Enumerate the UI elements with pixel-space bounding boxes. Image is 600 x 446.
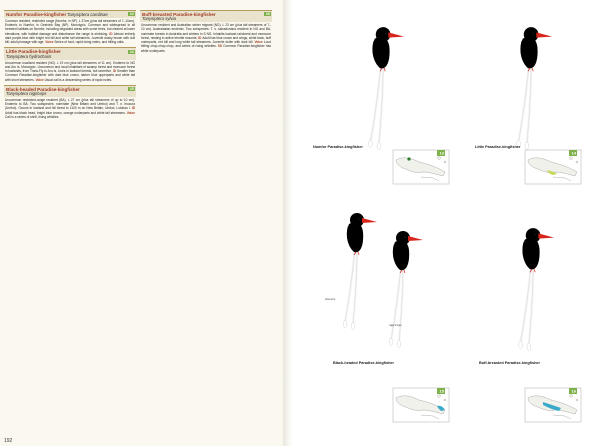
description-text: L 27 cm (plus tail streamers of up to 10 cm). Endemic to BA. Two subspecies: nominate (New Britain and Umboi) and T. n. leucura (Umboi). Occurs in lowland and hill forest to 1100 m on New Britain, Umboi, Lolobau I.: [5, 97, 135, 111]
section-text: Common Paradise-kingfisher has white underparts.: [141, 44, 272, 53]
plate-label-numfor: Numfor Paradise-kingfisher: [313, 145, 363, 149]
map-number: 15: [439, 388, 444, 394]
species-number-badge: 13: [129, 12, 134, 17]
plate-label-black-headed: Black-headed Paradise-kingfisher: [333, 361, 394, 365]
section-text: Adult has black head, bright blue crown, orange underparts and white tail streamers.: [5, 110, 127, 115]
species-header: [140, 10, 272, 22]
range-map-black-headed: [393, 388, 449, 422]
species-text: [140, 22, 272, 56]
map-number: 13: [439, 150, 444, 156]
little-bird-illustration: [517, 27, 552, 149]
species-number-badge: 15: [129, 87, 134, 91]
section-text: Call is a series of shrill, rising whistles.: [5, 114, 60, 119]
description-text: L 19 cm (plus tail streamers of 11 cm). Endemic to NG and Aru Is. Monotypic. Uncommon and local inhabitant of swamp forest and monsoon forest in lowlands, from Trans-Fly to Aru Is. Lives in lowland forests, but secretive.: [5, 60, 135, 74]
plate-sublabel: leucura: [325, 297, 336, 301]
section-keyword: ID: [131, 106, 135, 111]
species-header: [4, 85, 136, 97]
species-header: [4, 10, 136, 18]
description-text: L 37cm (plus tail streamers of 7–10cm). Endemic to Numfor, in Geelvink Bay (NP). Monotypic. Common and widespread in all forested habitats on Numfor, including degraded areas with some trees, but cleared at lower elevations; with habitat damage and disturbance the range is shrinking.: [5, 18, 135, 36]
species-entry-numfor: [4, 10, 136, 47]
section-keyword: Voice: [254, 40, 264, 45]
status-text: Uncommon resident and Australian winter migrant (NG).: [141, 23, 223, 28]
text-column-right: [140, 10, 272, 436]
species-name: Black-headed Paradise-kingfisher: [6, 86, 80, 92]
plate-sublabel: nigriceps: [389, 323, 402, 327]
section-keyword: Voice: [126, 110, 135, 115]
range-map-little: [525, 150, 581, 184]
map-number: 14: [571, 150, 576, 156]
range-map-numfor: [393, 150, 449, 184]
species-entry-black-headed: [4, 85, 136, 122]
plate-label-buff-breasted: Buff-breasted Paradise-kingfisher: [479, 361, 540, 365]
species-name: Buff-breasted Paradise-kingfisher: [142, 12, 216, 17]
species-text: [4, 60, 136, 85]
plate-illustrations: [293, 0, 600, 446]
plate-page: [293, 0, 600, 446]
species-text: [4, 18, 136, 48]
section-text: Usual call is a descending series of rapid notes.: [44, 77, 112, 82]
status-text: Uncommon restricted-range resident (BA).: [5, 97, 68, 102]
numfor-bird-illustration: [369, 27, 404, 149]
section-text: Series of loud, rapid rising notes, and trilling calls.: [54, 40, 125, 45]
map-number: 16: [571, 388, 576, 394]
species-entry-little: [4, 47, 136, 84]
section-keyword: Voice: [45, 40, 55, 45]
species-number-badge: 14: [129, 49, 134, 54]
species-entry-buff-breasted: [140, 10, 272, 56]
species-scientific-name: Tanysiptera hydrocharis: [6, 53, 52, 59]
plate-label-little: Little Paradise-kingfisher: [475, 145, 521, 149]
species-number-badge: 16: [265, 12, 270, 17]
range-map-buff-breasted: [525, 388, 581, 422]
section-keyword: ID: [109, 31, 114, 36]
species-name: Numfor Paradise-kingfisher: [6, 12, 67, 17]
section-keyword: Voice: [35, 77, 45, 82]
section-keyword: ID: [198, 35, 203, 40]
species-name: Little Paradise-kingfisher: [6, 49, 61, 55]
section-text: Smaller than Common Paradise-kingfisher with dark blue crown, darker blue upperparts and white tail with short streamers.: [5, 69, 136, 82]
status-text: Uncommon localised resident (NG).: [5, 60, 57, 65]
description-text: L 23 cm (plus tail streamers of 7–13 cm). Australasian endemic. Two subspecies: T. s. salvadoriana resident in NG and BA, nominate breeds in Australia and winters in S NG. Inhabits lowland rainforest and monsoon forest, nesting in active termite mounds.: [141, 23, 271, 40]
species-scientific-name: Tanysiptera carolinae: [67, 12, 108, 17]
species-scientific-name: Tanysiptera nigriceps: [6, 91, 47, 97]
section-text: Almost entirely dark purple-blue with bright red bill and white tail streamers. Juvenile dusky brown with dull bill; adult plumage with age.: [5, 31, 136, 45]
text-column-left: [4, 10, 136, 436]
section-keyword: SS: [217, 44, 224, 49]
text-page: [0, 0, 283, 446]
species-scientific-name: Tanysiptera sylvia: [142, 16, 176, 22]
page-number: 192: [4, 438, 13, 444]
book-gutter: [283, 0, 293, 446]
species-text: [4, 97, 136, 122]
black-headed-bird-illustration-2: [389, 231, 423, 348]
black-headed-bird-illustration-1: [343, 213, 377, 330]
species-header: [4, 47, 136, 59]
status-text: Common resident, restricted range (Numfor, in NP).: [5, 18, 79, 23]
section-keyword: ID: [112, 69, 118, 74]
section-text: Adult has blue crown and wings, white back, buff underparts, red bill and long white tail streamers. Juvenile duller with dark bill.: [141, 35, 272, 45]
buff-breasted-bird-illustration: [519, 228, 554, 350]
section-text: Loud trilling chop-chop-chop, and series of rising whistles.: [141, 40, 271, 49]
